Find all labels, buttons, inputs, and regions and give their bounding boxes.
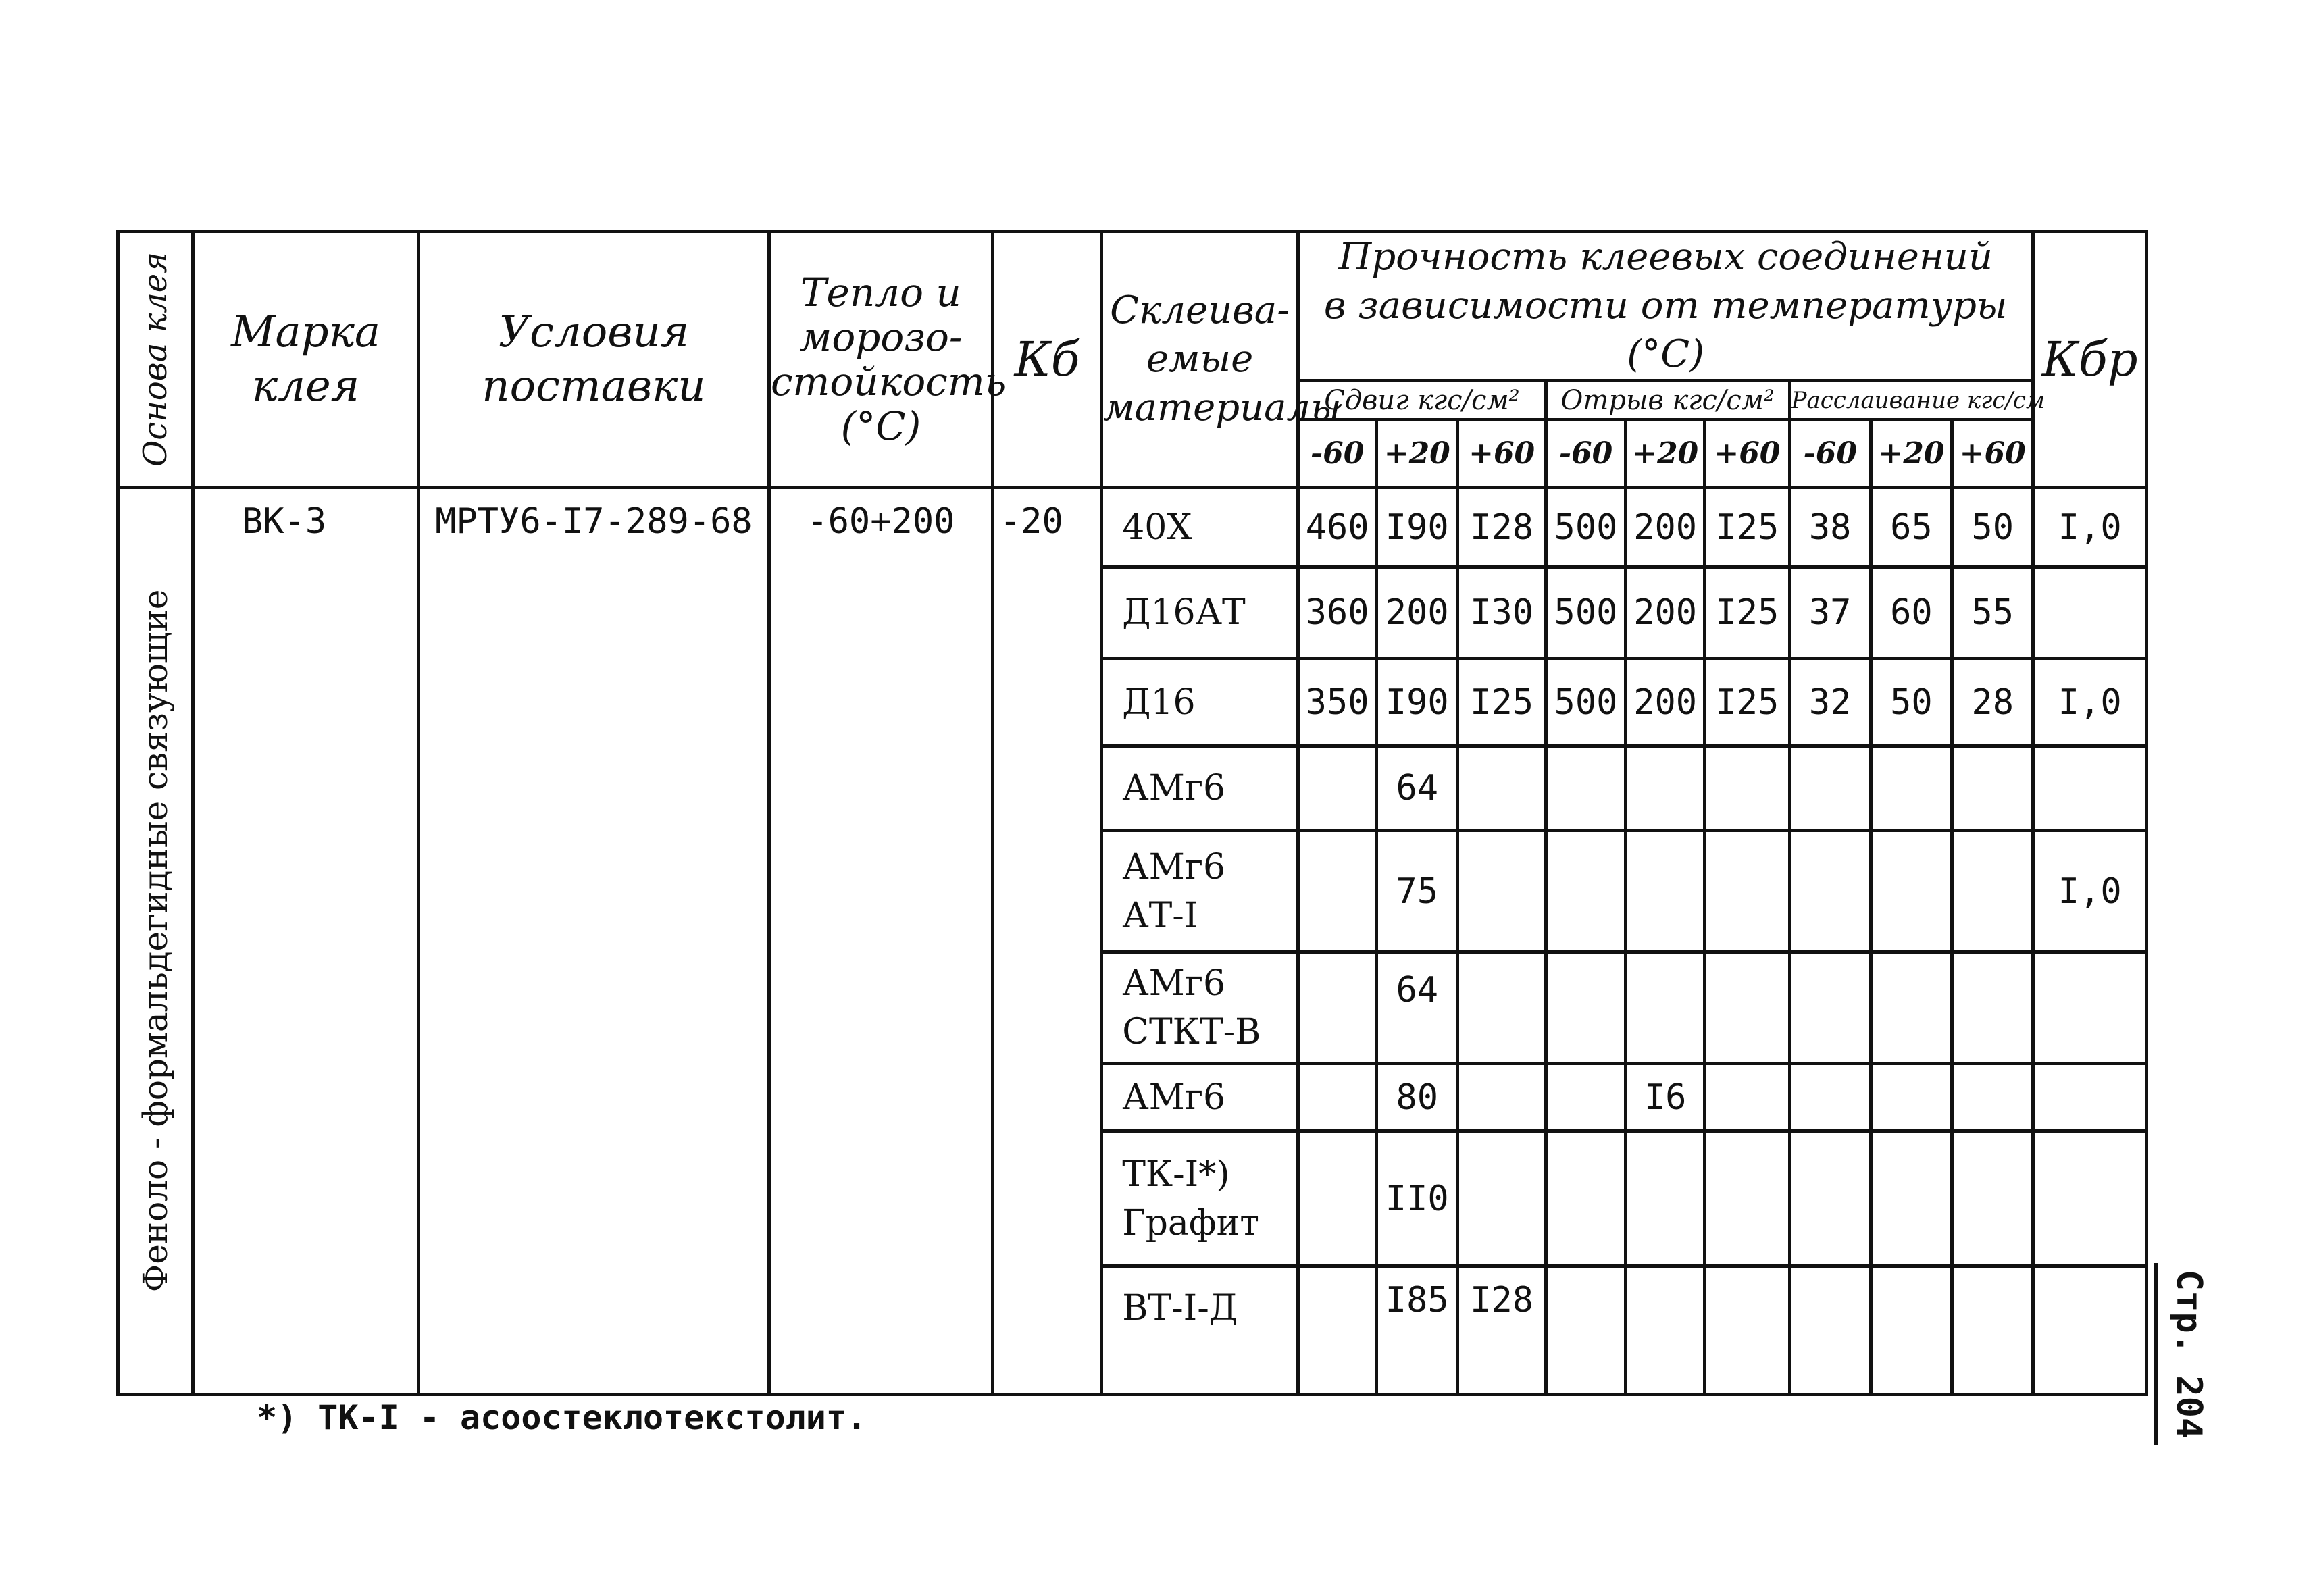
value-cell: I25 <box>1705 659 1789 746</box>
table-row <box>118 488 2147 567</box>
value-cell <box>1298 952 1377 1064</box>
value-cell <box>1789 831 1871 952</box>
value-cell: 65 <box>1871 488 1952 567</box>
value-cell: 350 <box>1298 659 1377 746</box>
value-cell <box>1705 1064 1789 1131</box>
header-shear <box>1298 381 1546 420</box>
kbr-cell <box>2033 746 2147 831</box>
value-cell: I25 <box>1705 488 1789 567</box>
value-cell: I90 <box>1377 659 1458 746</box>
page-number: Стр. 204 <box>2168 1269 2209 1439</box>
header-strength <box>1298 232 2033 381</box>
value-cell <box>1298 1064 1377 1131</box>
page-number-box <box>2148 1263 2229 1445</box>
header-kb-text: Кб <box>1014 332 1080 387</box>
value-cell <box>1458 1064 1546 1131</box>
kbr-cell <box>2033 567 2147 659</box>
header-brand-line2: клея <box>251 361 360 411</box>
brand-cell <box>193 488 418 1395</box>
material-cell <box>1102 1064 1298 1131</box>
value-cell: I28 <box>1458 488 1546 567</box>
value-cell: 460 <box>1298 488 1377 567</box>
value-cell <box>1871 952 1952 1064</box>
value-cell: I90 <box>1377 488 1458 567</box>
header-base-text: Основа клея <box>136 252 174 467</box>
adhesive-properties-table <box>116 230 2148 1396</box>
value-cell <box>1705 952 1789 1064</box>
header-materials-line2: емые <box>1146 337 1254 381</box>
value-cell: 200 <box>1377 567 1458 659</box>
value-cell <box>1952 1064 2033 1131</box>
value-cell: 28 <box>1952 659 2033 746</box>
material-name: Д16 <box>1122 681 1196 723</box>
header-materials-line3: материалы <box>1103 386 1342 430</box>
material-cell <box>1102 952 1298 1064</box>
value-cell <box>1789 1064 1871 1131</box>
value-cell <box>1952 952 2033 1064</box>
value-cell <box>1705 1131 1789 1266</box>
material-name: АМг6 <box>1122 963 1226 1004</box>
value-cell <box>1626 746 1705 831</box>
kbr-cell: I,0 <box>2033 488 2147 567</box>
value-cell: I28 <box>1458 1266 1546 1395</box>
header-resistance-line3: стойкость <box>770 359 1007 405</box>
material-cell <box>1102 659 1298 746</box>
header-temp: +60 <box>1705 420 1789 488</box>
value-cell: I6 <box>1626 1064 1705 1131</box>
material-name: Д16АТ <box>1122 592 1246 633</box>
value-cell: 200 <box>1626 488 1705 567</box>
header-resistance-line4: (°С) <box>840 403 921 449</box>
value-cell <box>1546 1266 1625 1395</box>
value-cell: 60 <box>1871 567 1952 659</box>
kbr-cell <box>2033 952 2147 1064</box>
header-base <box>118 232 193 488</box>
header-resistance <box>769 232 1007 488</box>
value-cell <box>1298 831 1377 952</box>
value-cell <box>1626 831 1705 952</box>
header-strength-line1: Прочность клеевых соединений <box>1338 235 1993 279</box>
kb-cell <box>992 488 1101 1395</box>
header-resistance-line1: Тепло и <box>800 269 961 315</box>
value-cell <box>1458 831 1546 952</box>
header-shear-text: Сдвиг кгс/см² <box>1324 384 1520 416</box>
header-temp: +60 <box>1458 420 1546 488</box>
header-temp: +20 <box>1626 420 1705 488</box>
value-cell: II0 <box>1377 1131 1458 1266</box>
value-cell <box>1871 1064 1952 1131</box>
kb-value: -20 <box>999 501 1063 542</box>
material-cell <box>1102 831 1298 952</box>
value-cell: 37 <box>1789 567 1871 659</box>
base-cell <box>118 488 193 1395</box>
value-cell: I85 <box>1377 1266 1458 1395</box>
value-cell <box>1871 831 1952 952</box>
value-cell: I25 <box>1458 659 1546 746</box>
header-temp: +20 <box>1871 420 1952 488</box>
value-cell <box>1546 831 1625 952</box>
material-cell <box>1102 488 1298 567</box>
value-cell <box>1705 831 1789 952</box>
value-cell: 360 <box>1298 567 1377 659</box>
kbr-cell <box>2033 1064 2147 1131</box>
value-cell <box>1298 1131 1377 1266</box>
material-name: ТК-I*) <box>1122 1154 1230 1195</box>
value-cell <box>1789 1266 1871 1395</box>
value-cell <box>1789 746 1871 831</box>
value-cell <box>1458 1131 1546 1266</box>
footnote: *) ТК-I - асоостеклотекстолит. <box>257 1398 867 1437</box>
supply-value: МРТУ6-I7-289-68 <box>435 501 753 542</box>
value-cell <box>1705 746 1789 831</box>
value-cell <box>1871 746 1952 831</box>
header-tear-text: Отрыв кгс/см² <box>1560 384 1775 416</box>
kbr-cell: I,0 <box>2033 831 2147 952</box>
header-peel <box>1789 381 2045 420</box>
value-cell <box>1298 746 1377 831</box>
value-cell <box>1952 1266 2033 1395</box>
value-cell: I30 <box>1458 567 1546 659</box>
material-cell <box>1102 746 1298 831</box>
value-cell <box>1626 1266 1705 1395</box>
header-temp: +60 <box>1952 420 2033 488</box>
base-value: Феноло - формальдегидные связующие <box>135 589 175 1293</box>
header-resistance-line2: морозо- <box>799 314 963 360</box>
material-subname: Графит <box>1122 1202 1260 1243</box>
supply-cell <box>418 488 769 1395</box>
value-cell: 38 <box>1789 488 1871 567</box>
value-cell: 50 <box>1952 488 2033 567</box>
value-cell <box>1458 952 1546 1064</box>
value-cell <box>1458 746 1546 831</box>
header-supply-line1: Условия <box>498 307 690 357</box>
value-cell <box>1952 831 2033 952</box>
header-kbr-text: Кбр <box>2041 332 2138 387</box>
material-name: АМг6 <box>1122 846 1226 887</box>
material-name: ВТ-I-Д <box>1122 1288 1238 1329</box>
value-cell <box>1546 1064 1625 1131</box>
value-cell <box>1952 1131 2033 1266</box>
value-cell: 50 <box>1871 659 1952 746</box>
header-strength-line2: в зависимости от температуры (°С) <box>1323 284 2008 376</box>
header-supply <box>418 232 769 488</box>
kbr-cell: I,0 <box>2033 659 2147 746</box>
material-subname: АТ-I <box>1122 895 1198 936</box>
material-cell <box>1102 1131 1298 1266</box>
header-brand <box>193 232 418 488</box>
value-cell <box>1952 746 2033 831</box>
value-cell <box>1871 1131 1952 1266</box>
value-cell <box>1626 952 1705 1064</box>
header-kbr <box>2033 232 2147 488</box>
value-cell <box>1705 1266 1789 1395</box>
header-temp: -60 <box>1546 420 1625 488</box>
header-materials-line1: Склеива- <box>1110 288 1290 332</box>
value-cell <box>1871 1266 1952 1395</box>
value-cell: 32 <box>1789 659 1871 746</box>
value-cell: 500 <box>1546 567 1625 659</box>
material-cell <box>1102 1266 1298 1395</box>
value-cell: 64 <box>1377 952 1458 1064</box>
resistance-value: -60+200 <box>807 501 955 542</box>
kbr-cell <box>2033 1266 2147 1395</box>
header-temp: -60 <box>1298 420 1377 488</box>
kbr-cell <box>2033 1131 2147 1266</box>
header-brand-line1: Марка <box>230 307 380 357</box>
value-cell: I25 <box>1705 567 1789 659</box>
value-cell: 64 <box>1377 746 1458 831</box>
value-cell <box>1546 1131 1625 1266</box>
value-cell <box>1789 1131 1871 1266</box>
value-cell: 500 <box>1546 488 1625 567</box>
value-cell <box>1546 952 1625 1064</box>
value-cell <box>1789 952 1871 1064</box>
value-cell: 80 <box>1377 1064 1458 1131</box>
header-tear <box>1546 381 1789 420</box>
header-peel-text: Расслаивание кгс/см <box>1791 386 2045 414</box>
value-cell <box>1626 1131 1705 1266</box>
material-cell <box>1102 567 1298 659</box>
brand-value: ВК-3 <box>241 501 327 542</box>
material-subname: СТКТ-В <box>1122 1012 1261 1052</box>
value-cell <box>1298 1266 1377 1395</box>
value-cell <box>1546 746 1625 831</box>
value-cell: 75 <box>1377 831 1458 952</box>
header-temp: -60 <box>1789 420 1871 488</box>
value-cell: 55 <box>1952 567 2033 659</box>
header-kb <box>992 232 1101 488</box>
material-name: АМг6 <box>1122 768 1226 808</box>
header-temp: +20 <box>1377 420 1458 488</box>
resistance-cell <box>769 488 992 1395</box>
header-supply-line2: поставки <box>482 361 706 411</box>
value-cell: 200 <box>1626 567 1705 659</box>
material-name: 40Х <box>1122 507 1192 548</box>
value-cell: 200 <box>1626 659 1705 746</box>
value-cell: 500 <box>1546 659 1625 746</box>
material-name: АМг6 <box>1122 1077 1226 1118</box>
